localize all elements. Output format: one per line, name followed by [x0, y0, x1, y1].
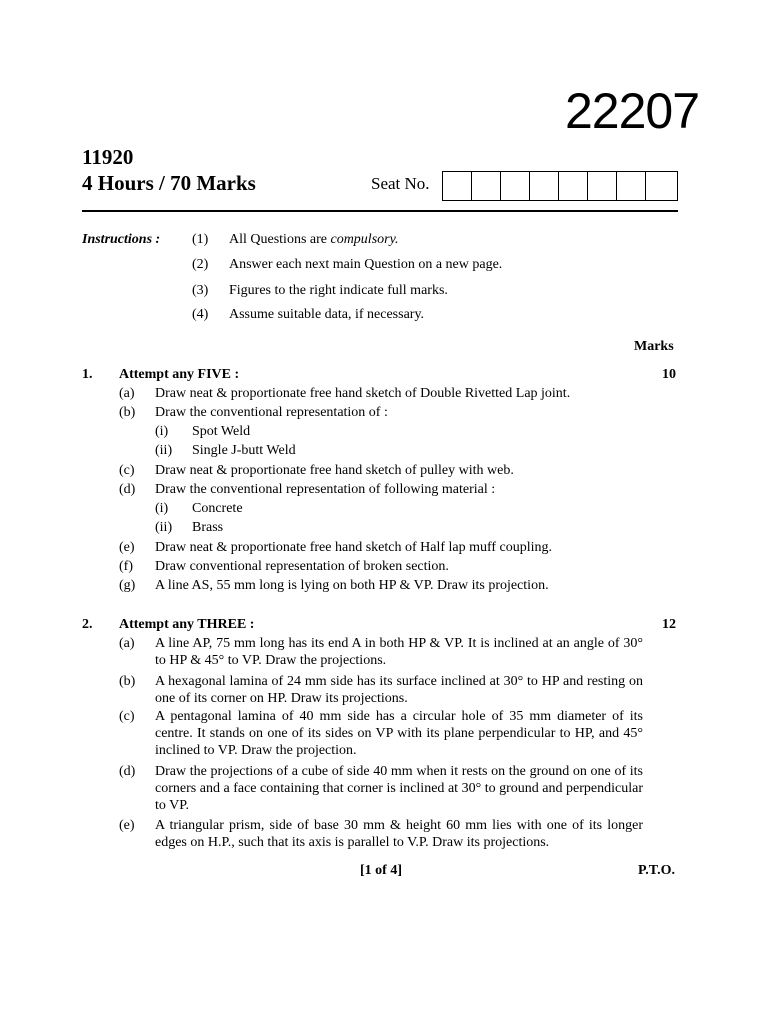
subpart-label: (i) [155, 424, 169, 439]
subpart-text: Concrete [192, 501, 243, 516]
part-text: A pentagonal lamina of 40 mm side has a circular hole of 35 mm diameter of its centre. It stands on one of its sides on VP with its plane perpendicular to HP, and 45° inclined to VP. Draw the projection. [155, 709, 643, 758]
instruction-emphasis: compulsory. [330, 232, 399, 247]
subpart-label: (i) [155, 501, 169, 516]
part-text: Draw neat & proportionate free hand sketch of Double Rivetted Lap joint. [155, 386, 571, 401]
instruction-number: (1) [192, 232, 209, 247]
instruction-text: All Questions are compulsory. [229, 232, 399, 247]
seat-box [646, 172, 677, 200]
seat-number-label: Seat No. [371, 174, 430, 193]
instruction-number: (2) [192, 257, 209, 272]
question-number: 1. [82, 367, 93, 382]
seat-box [530, 172, 559, 200]
instruction-number: (3) [192, 283, 209, 298]
subpart-label: (ii) [155, 443, 173, 458]
question-title: Attempt any THREE : [119, 617, 255, 632]
question-marks: 10 [662, 367, 676, 382]
part-label: (c) [119, 463, 135, 478]
part-label: (d) [119, 764, 136, 779]
part-label: (b) [119, 405, 136, 420]
instruction-number: (4) [192, 307, 209, 322]
instruction-text: Answer each next main Question on a new page. [229, 257, 503, 272]
part-text: Draw the conventional representation of : [155, 405, 388, 420]
instruction-text: Assume suitable data, if necessary. [229, 307, 425, 322]
part-text: Draw the projections of a cube of side 40 mm when it rests on the ground on one of its corners and a face containing that corner is inclined at 30° to ground and perpendicular to VP. [155, 764, 643, 813]
part-text: A triangular prism, side of base 30 mm & height 60 mm lies with one of its longer edges on H.P., such that its axis is parallel to V.P. Draw its projections. [155, 818, 643, 850]
part-text: A line AP, 75 mm long has its end A in both HP & VP. It is inclined at an angle of 30° to HP & 45° to VP. Draw the projections. [155, 636, 643, 668]
part-text: Draw neat & proportionate free hand sketch of Half lap muff coupling. [155, 540, 553, 555]
paper-code: 22207 [565, 83, 700, 139]
seat-box [588, 172, 617, 200]
seat-number-boxes [442, 171, 678, 201]
subpart-text: Single J-butt Weld [192, 443, 296, 458]
part-text: A line AS, 55 mm long is lying on both HP & VP. Draw its projection. [155, 578, 549, 593]
please-turn-over: P.T.O. [638, 863, 675, 878]
header-divider [82, 210, 678, 212]
part-label: (a) [119, 636, 135, 651]
part-label: (f) [119, 559, 133, 574]
question-title: Attempt any FIVE : [119, 367, 240, 382]
part-label: (e) [119, 818, 135, 833]
part-text: Draw conventional representation of broken section. [155, 559, 449, 574]
question-marks: 12 [662, 617, 676, 632]
subpart-text: Brass [192, 520, 224, 535]
part-text: A hexagonal lamina of 24 mm side has its surface inclined at 30° to HP and resting on one of its corner on HP. Draw its projections. [155, 674, 643, 706]
marks-header: Marks [634, 339, 674, 354]
subject-code: 11920 [82, 145, 134, 169]
part-label: (d) [119, 482, 136, 497]
part-text: Draw the conventional representation of following material : [155, 482, 496, 497]
seat-box [501, 172, 530, 200]
part-text: Draw neat & proportionate free hand sketch of pulley with web. [155, 463, 514, 478]
duration-marks: 4 Hours / 70 Marks [82, 171, 256, 195]
instructions-label: Instructions : [82, 232, 161, 247]
part-label: (a) [119, 386, 135, 401]
seat-box [472, 172, 501, 200]
subpart-label: (ii) [155, 520, 173, 535]
part-label: (c) [119, 709, 135, 724]
seat-box [443, 172, 472, 200]
instruction-text: Figures to the right indicate full marks. [229, 283, 448, 298]
part-label: (e) [119, 540, 135, 555]
page-number: [1 of 4] [360, 863, 402, 878]
part-label: (b) [119, 674, 136, 689]
seat-box [559, 172, 588, 200]
seat-box [617, 172, 646, 200]
question-number: 2. [82, 617, 93, 632]
subpart-text: Spot Weld [192, 424, 251, 439]
part-label: (g) [119, 578, 136, 593]
